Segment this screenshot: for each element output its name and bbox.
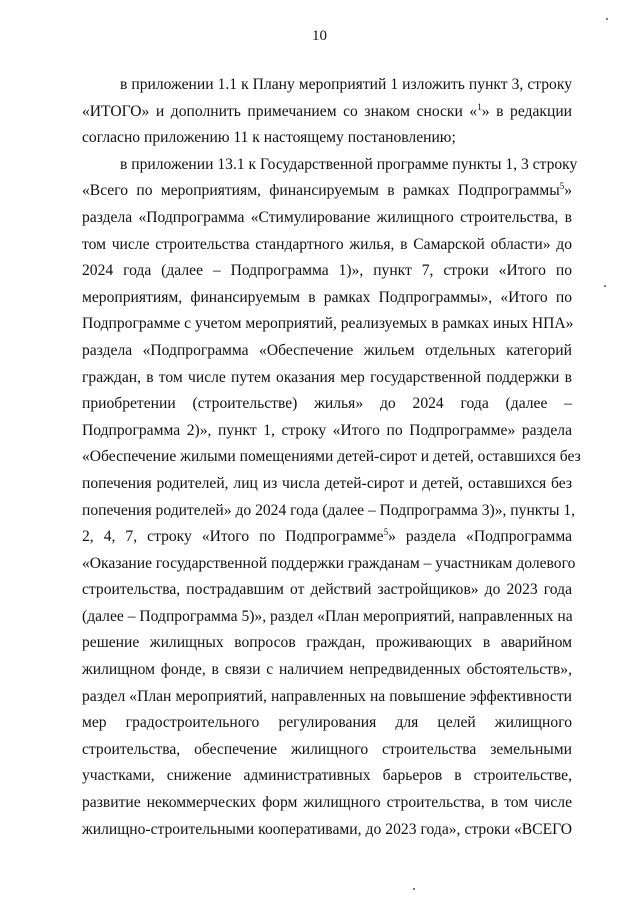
- text-line: раздела «Подпрограмма «Стимулирование жилищного строительства, в: [82, 208, 572, 226]
- text-line: попечения родителей» до 2024 года (далее – Подпрограмма 3)», пункты 1,: [82, 501, 576, 519]
- scan-speck: [413, 888, 415, 890]
- text-line: раздела «Подпрограмма «Обеспечение жильем отдельных категорий: [82, 341, 572, 359]
- scan-speck: [606, 18, 608, 20]
- text-line: решение жилищных вопросов граждан, проживающих в аварийном: [82, 634, 572, 652]
- text-line: участками, снижение административных барьеров в строительстве,: [82, 767, 572, 785]
- text-line: мероприятиям, финансируемым в рамках Подпрограммы», «Итого по: [82, 288, 572, 306]
- text-line: в приложении 1.1 к Плану мероприятий 1 изложить пункт 3, строку: [120, 76, 572, 93]
- text-line: в приложении 13.1 к Государственной программе пункты 1, 3 строку: [120, 155, 578, 173]
- text-line: «Оказание государственной поддержки гражданам – участникам долевого: [82, 554, 576, 572]
- text-line: Подпрограмме с учетом мероприятий, реализуемых в рамках иных НПА»: [82, 315, 574, 333]
- page-number: 10: [312, 28, 327, 44]
- text-line: «ИТОГО» и дополнить примечанием со знаком сноски «$^1$» в редакции: [82, 101, 573, 120]
- text-line: «Всего по мероприятиям, финансируемым в рамках Подпрограммы$^5$»: [82, 181, 572, 200]
- text-line: раздел «План мероприятий, направленных на повышение эффективности: [82, 687, 572, 705]
- footnote-marker: 1: [477, 101, 482, 112]
- text-line: развитие некоммерческих форм жилищного строительства, в том числе: [82, 794, 572, 812]
- text-line: жилищно-строительными кооперативами, до 2023 года», строки «ВСЕГО: [82, 820, 572, 838]
- text-line: (далее – Подпрограмма 5)», раздел «План мероприятий, направленных на: [82, 607, 573, 625]
- text-line: граждан, в том числе путем оказания мер государственной поддержки в: [82, 368, 572, 386]
- paragraph-2: [82, 152, 581, 843]
- text-line: строительства, обеспечение жилищного строительства земельными: [82, 740, 572, 758]
- paragraph-1: [82, 72, 572, 152]
- text-line: 2, 4, 7, строку «Итого по Подпрограмме$^5$» раздела «Подпрограмма: [82, 527, 572, 546]
- text-line: 2024 года (далее – Подпрограмма 1)», пункт 7, строки «Итого по: [82, 262, 572, 280]
- document-body: [82, 72, 581, 843]
- text-line: Подпрограмма 2)», пункт 1, строку «Итого по Подпрограмме» раздела: [82, 421, 572, 439]
- footnote-marker: 5: [559, 181, 565, 192]
- text-line: «Обеспечение жилыми помещениями детей-сирот и детей, оставшихся без: [82, 448, 581, 466]
- footnote-marker: 5: [383, 527, 389, 538]
- text-line: попечения родителей, лиц из числа детей-сирот и детей, оставшихся без: [82, 474, 572, 492]
- text-line: приобретении (строительстве) жилья» до 2024 года (далее –: [82, 395, 572, 413]
- text-line: жилищном фонде, в связи с наличием непредвиденных обстоятельств»,: [82, 661, 572, 679]
- text-line: мер градостроительного регулирования для целей жилищного: [82, 714, 572, 732]
- text-line: строительства, пострадавшим от действий застройщиков» до 2023 года: [82, 581, 572, 599]
- scan-speck: [604, 285, 606, 287]
- text-line: том числе строительства стандартного жилья, в Самарской области» до: [82, 235, 572, 253]
- text-line: согласно приложению 11 к настоящему постановлению;: [82, 129, 456, 147]
